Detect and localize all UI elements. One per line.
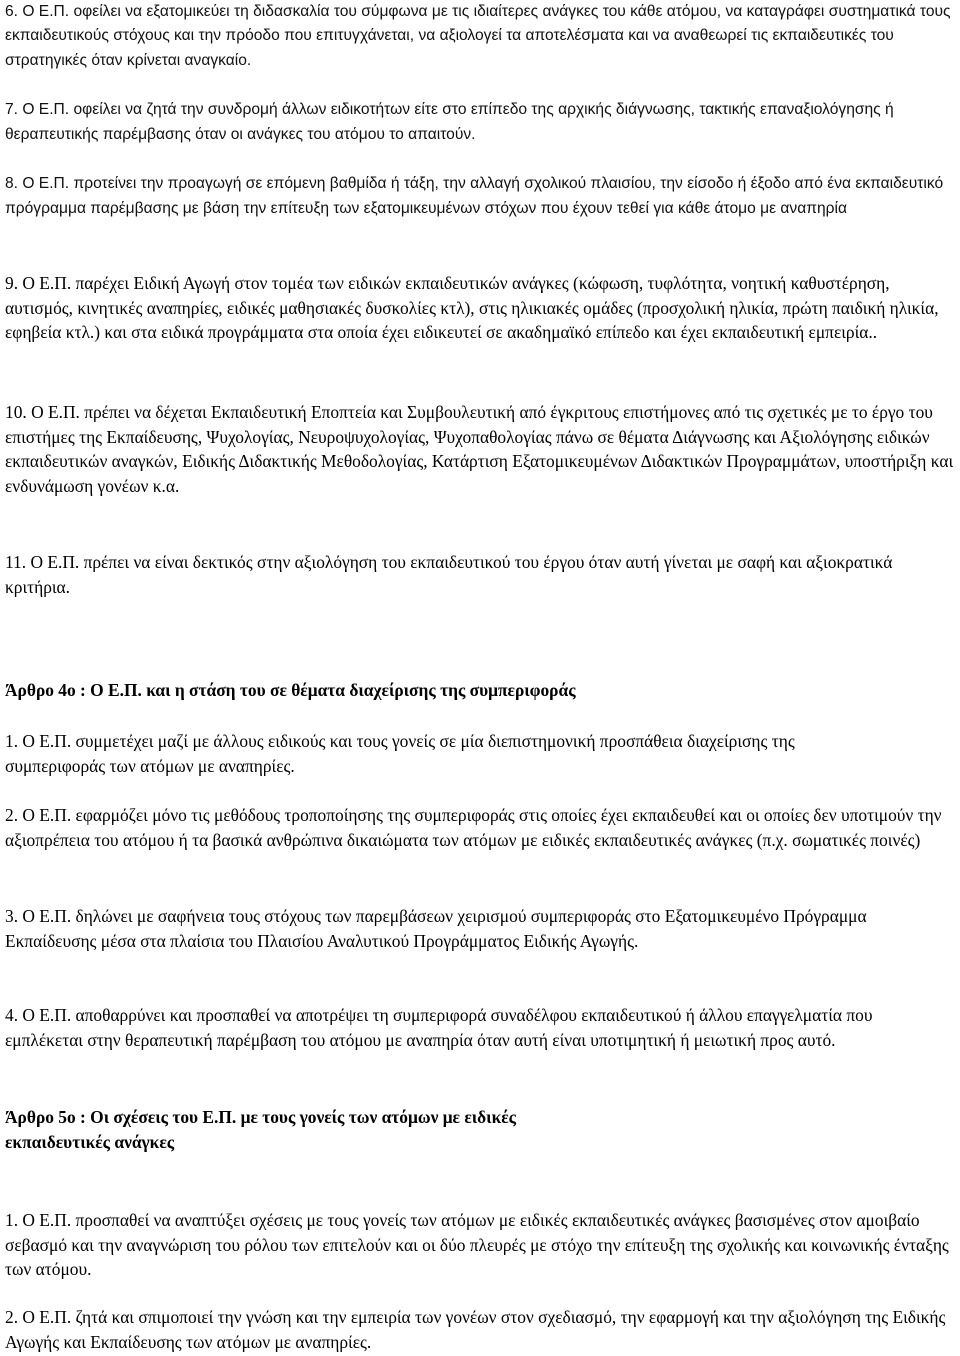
paragraph-item-6: 6. Ο Ε.Π. οφείλει να εξατομικεύει τη διδασκαλία του σύμφωνα με τις ιδιαίτερες ανάγκες του κάθε ατόμου, να καταγράφει συστηματικά τους εκπαιδευτικούς στόχους και την πρόοδο που επιτυγχάνεται, να αξιολογεί τα αποτελέσματα και να αναθεωρεί τις εκπαιδευτικές του στρατηγικές όταν κρίνεται αναγκαίο.	[5, 3, 951, 69]
article-5-item-1: 1. Ο Ε.Π. προσπαθεί να αναπτύξει σχέσεις με τους γονείς των ατόμων με ειδικές εκπαιδευτικές ανάγκες βασισμένες στον αμοιβαίο σεβασμό και την αναγνώριση του ρόλου των επιτελούν και οι δύο πλευρές με στόχο την επίτευξη της σχολικής και κοινωνικής ένταξης των ατόμου.	[5, 1210, 949, 1280]
article-4-heading: Άρθρο 4ο : Ο Ε.Π. και η στάση του σε θέματα διαχείρισης της συμπεριφοράς	[5, 680, 576, 700]
paragraph-item-8: 8. Ο Ε.Π. προτείνει την προαγωγή σε επόμενη βαθμίδα ή τάξη, την αλλαγή σχολικού πλαισίου, την είσοδο ή έξοδο από ένα εκπαιδευτικό πρόγραμμα παρέμβασης με βάση την επίτευξη των εξατομικευμένων στόχων που έχουν τεθεί για κάθε άτομο με αναπηρία	[5, 175, 944, 217]
paragraph-item-9: 9. Ο Ε.Π. παρέχει Ειδική Αγωγή στον τομέα των ειδικών εκπαιδευτικών ανάγκες (κώφωση, τυφλότητα, νοητική καθυστέρηση, αυτισμός, κινητικές αναπηρίες, ειδικές μαθησιακές δυσκολίες κτλ), στις ηλικιακές ομάδες (προσχολική ηλικία, πρώτη παιδική ηλικία, εφηβεία κτλ.) και στα ειδικά προγράμματα στα οποία έχει ειδικευτεί σε ακαδημαϊκό επίπεδο και έχει εκπαιδευτική εμπειρία..	[5, 273, 939, 343]
article-4-item-2: 2. Ο Ε.Π. εφαρμόζει μόνο τις μεθόδους τροποποίησης της συμπεριφοράς στις οποίες έχει εκπαιδευθεί και οι οποίες δεν υποτιμούν την αξιοπρέπεια του ατόμου ή τα βασικά ανθρώπινα δικαιώματα των ατόμων με ειδικές εκπαιδευτικές ανάγκες (π.χ. σωματικές ποινές)	[5, 805, 942, 850]
article-4-item-4: 4. Ο Ε.Π. αποθαρρύνει και προσπαθεί να αποτρέψει τη συμπεριφορά συναδέλφου εκπαιδευτικού ή άλλου επαγγελματία που εμπλέκεται στην θεραπευτική παρέμβαση του ατόμου με αναπηρία όταν αυτή είναι υποτιμητική ή μειωτική προς αυτό.	[5, 1005, 873, 1050]
paragraph-item-10: 10. Ο Ε.Π. πρέπει να δέχεται Εκπαιδευτική Εποπτεία και Συμβουλευτική από έγκριτους επιστήμονες από τις σχετικές με το έργο του επιστήμες της Εκπαίδευσης, Ψυχολογίας, Νευροψυχολογίας, Ψυχοπαθολογίας πάνω σε θέματα Διάγνωσης και Αξιολόγησης ειδικών εκπαιδευτικών αναγκών, Ειδικής Διδακτικής Μεθοδολογίας, Κατάρτιση Εξατομικευμένων Διδακτικών Προγραμμάτων, υποστήριξη και ενδυνάμωση γονέων κ.α.	[5, 402, 954, 496]
article-4-item-1: 1. Ο Ε.Π. συμμετέχει μαζί με άλλους ειδικούς και τους γονείς σε μία διεπιστημονική προσπάθεια διαχείρισης της συμπεριφοράς των ατόμων με αναπηρίες.	[5, 731, 795, 776]
article-5-heading-line-1: Άρθρο 5ο : Οι σχέσεις του Ε.Π. με τους γονείς των ατόμων με ειδικές	[5, 1107, 516, 1127]
article-5-heading-line-2: εκπαιδευτικές ανάγκες	[5, 1132, 175, 1152]
article-5-item-2: 2. Ο Ε.Π. ζητά και σπιμοποιεί την γνώση και την εμπειρία των γονέων στον σχεδιασμό, την εφαρμογή και την αξιολόγηση της Ειδικής Αγωγής και Εκπαίδευσης των ατόμων με αναπηρίες.	[5, 1307, 946, 1352]
paragraph-item-7: 7. Ο Ε.Π. οφείλει να ζητά την συνδρομή άλλων ειδικοτήτων είτε στο επίπεδο της αρχικής διάγνωσης, τακτικής επαναξιολόγησης ή θεραπευτικής παρέμβασης όταν οι ανάγκες του ατόμου το απαιτούν.	[5, 101, 894, 143]
article-4-item-3: 3. Ο Ε.Π. δηλώνει με σαφήνεια τους στόχους των παρεμβάσεων χειρισμού συμπεριφοράς στο Εξατομικευμένο Πρόγραμμα Εκπαίδευσης μέσα στα πλαίσια του Πλαισίου Αναλυτικού Προγράμματος Ειδικής Αγωγής.	[5, 906, 867, 951]
paragraph-item-11: 11. Ο Ε.Π. πρέπει να είναι δεκτικός στην αξιολόγηση του εκπαιδευτικού του έργου όταν αυτή γίνεται με σαφή και αξιοκρατικά κριτήρια.	[5, 552, 893, 597]
